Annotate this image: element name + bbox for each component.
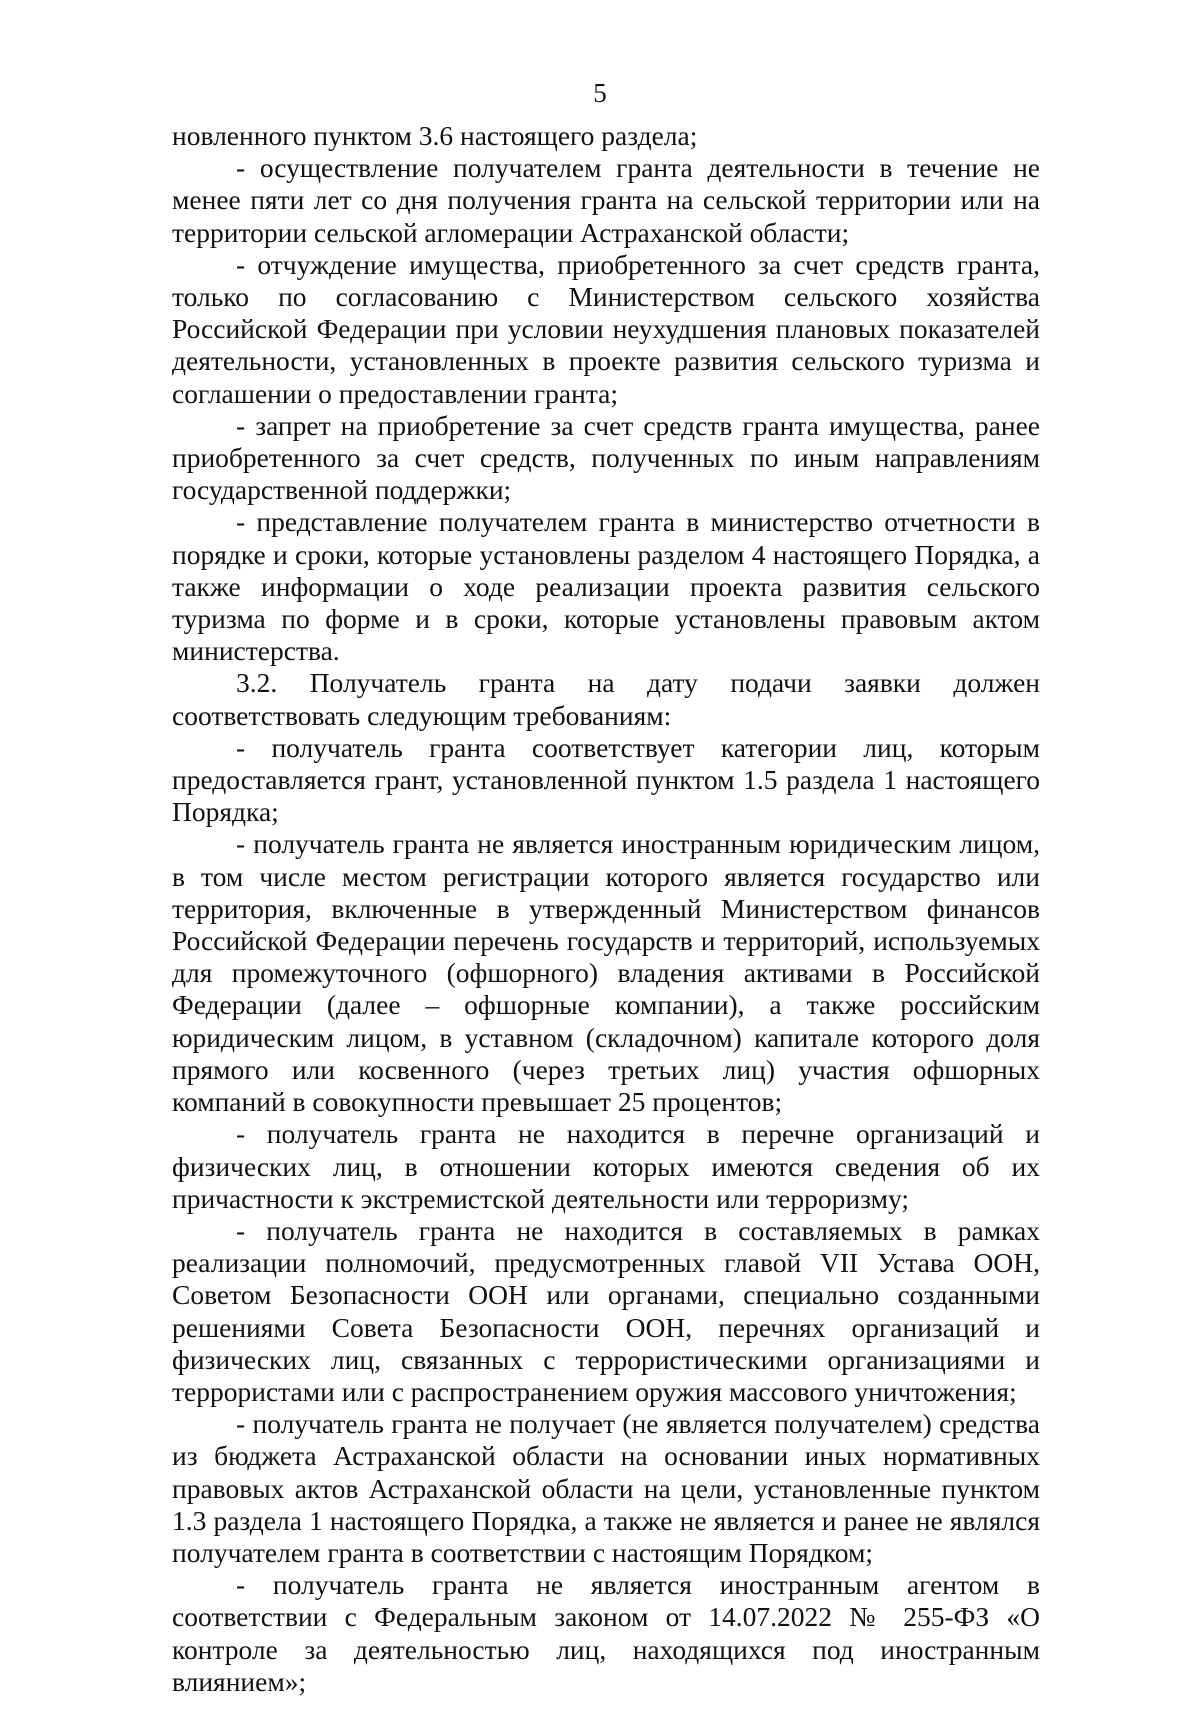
paragraph: - представление получателем гранта в министерство отчетности в порядке и сроки, которые установлены разделом 4 настоящего Порядка, а также информации о ходе реализации проекта развития сельского туризма по форме и в сроки, которые установлены правовым актом министерства. bbox=[172, 506, 1040, 667]
paragraph: - получатель гранта не является иностранным агентом в соответствии с Федеральным законом от 14.07.2022 № 255-ФЗ «О контроле за деятельностью лиц, находящихся под иностранным влиянием»; bbox=[172, 1569, 1040, 1697]
document-body bbox=[172, 120, 1040, 1698]
paragraph: - осуществление получателем гранта деятельности в течение не менее пяти лет со дня получения гранта на сельской территории или на территории сельской агломерации Астраханской области; bbox=[172, 152, 1040, 248]
paragraph: - получатель гранта не получает (не является получателем) средства из бюджета Астраханской области на основании иных нормативных правовых актов Астраханской области на цели, установленные пунктом 1.3 раздела 1 настоящего Порядка, а также не является и ранее не являлся получателем гранта в соответствии с настоящим Порядком; bbox=[172, 1408, 1040, 1568]
paragraph: - получатель гранта не является иностранным юридическим лицом, в том числе местом регистрации которого является государство или территория, включенные в утвержденный Министерством финансов Российской Федерации перечень государств и территорий, используемых для промежуточного (офшорного) владения активами в Российской Федерации (далее – офшорные компании), а также российским юридическим лицом, в уставном (складочном) капитале которого доля прямого или косвенного (через третьих лиц) участия офшорных компаний в совокупности превышает 25 процентов; bbox=[172, 828, 1040, 1118]
paragraph: - получатель гранта не находится в составляемых в рамках реализации полномочий, предусмотренных главой VII Устава ООН, Советом Безопасности ООН или органами, специально созданными решениями Совета Безопасности ООН, перечнях организаций и физических лиц, связанных с террористическими организациями и террористами или с распространением оружия массового уничтожения; bbox=[172, 1214, 1040, 1407]
paragraph: новленного пунктом 3.6 настоящего раздела; bbox=[172, 120, 698, 151]
page-number: 5 bbox=[593, 78, 607, 108]
paragraph: - запрет на приобретение за счет средств гранта имущества, ранее приобретенного за счет средств, полученных по иным направлениям государственной поддержки; bbox=[172, 409, 1040, 506]
paragraph: - получатель гранта соответствует категории лиц, которым предоставляется грант, установленной пунктом 1.5 раздела 1 настоящего Порядка; bbox=[172, 731, 1040, 828]
paragraph: - отчуждение имущества, приобретенного за счет средств гранта, только по согласованию с Министерством сельского хозяйства Российской Федерации при условии неухудшения плановых показателей деятельности, установленных в проекте развития сельского туризма и соглашении о предоставлении гранта; bbox=[172, 248, 1040, 409]
paragraph: - получатель гранта не находится в перечне организаций и физических лиц, в отношении которых имеются сведения об их причастности к экстремистской деятельности или терроризму; bbox=[172, 1118, 1040, 1214]
section-paragraph: 3.2. Получатель гранта на дату подачи заявки должен соответствовать следующим требованиям: bbox=[172, 667, 1040, 731]
